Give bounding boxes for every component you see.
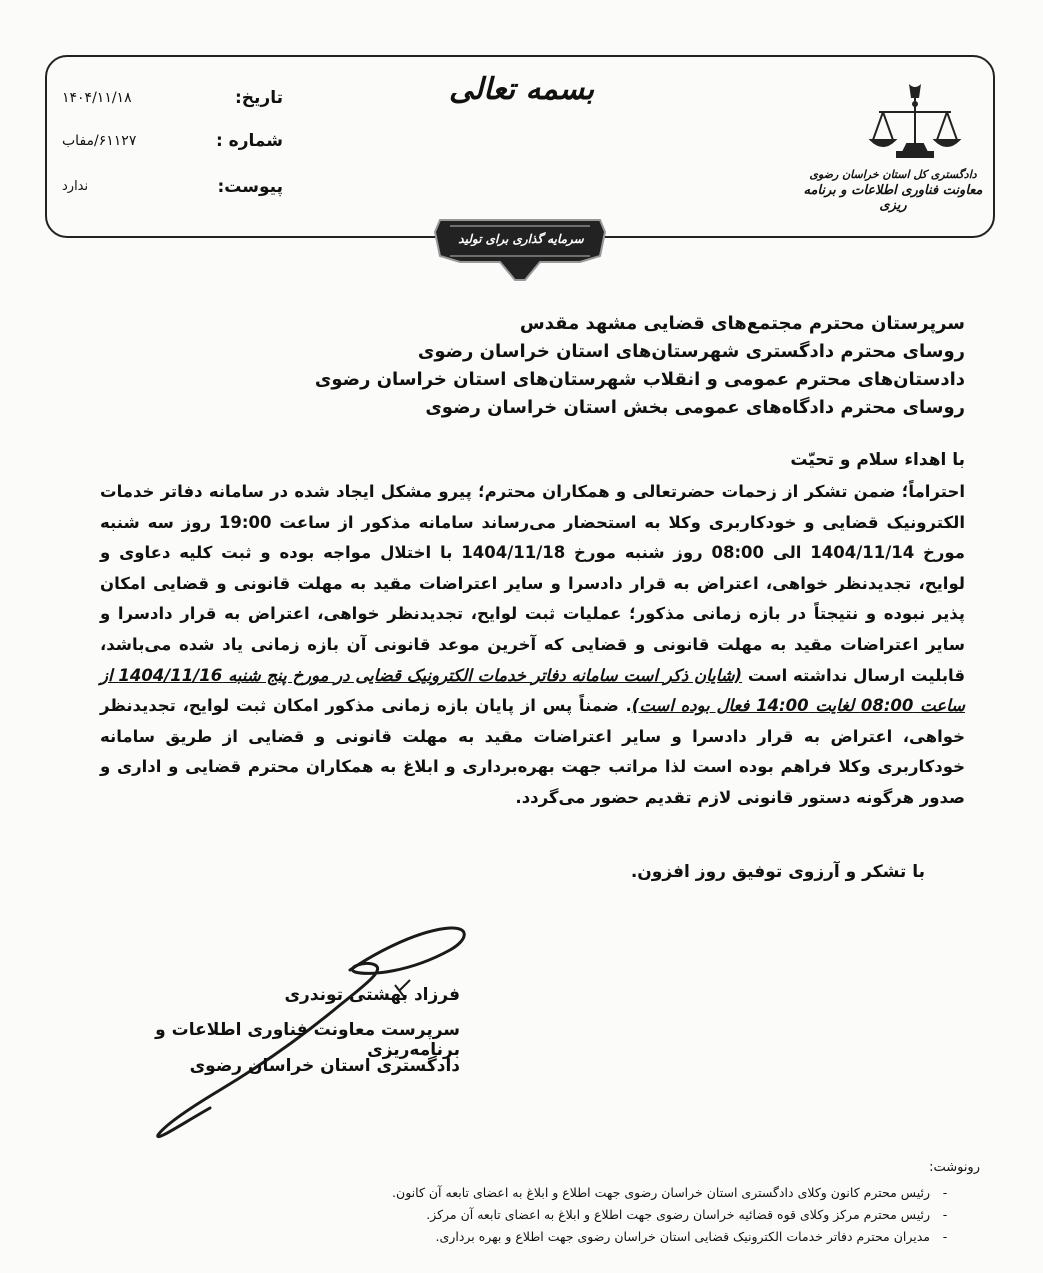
attachment-label: پیوست:	[217, 177, 283, 197]
cc-item: -رئیس محترم کانون وکلای دادگستری استان خراسان رضوی جهت اطلاع و ابلاغ به اعضای تابعه آن کانون.	[392, 1185, 948, 1200]
attachment-value: ندارد	[62, 179, 89, 194]
basmala: بسمه تعالی	[448, 72, 595, 107]
cc-item: -مدیران محترم دفاتر خدمات الکترونیک قضایی استان خراسان رضوی جهت اطلاع و بهره برداری.	[435, 1229, 948, 1244]
cc-item-text: رئیس محترم مرکز وکلای قوه قضائیه خراسان رضوی جهت اطلاع و ابلاغ به اعضای تابعه آن مرکز.	[426, 1207, 930, 1222]
date-value: ۱۴۰۴/۱۱/۱۸	[62, 90, 132, 106]
body-underlined-note: (شایان ذکر است سامانه دفاتر خدمات الکترونیک قضایی در مورخ پنج شنبه 1404/11/16 از ساعت 08:00 لغایت 14:00 فعال بوده است)	[100, 665, 966, 716]
judiciary-emblem-icon	[865, 82, 965, 167]
signer-name: فرزاد بهشتی توندری	[284, 985, 460, 1005]
cc-item-text: مدیران محترم دفاتر خدمات الکترونیک قضایی استان خراسان رضوی جهت اطلاع و بهره برداری.	[435, 1229, 930, 1244]
letter-body	[100, 477, 965, 814]
date-label: تاریخ:	[235, 88, 283, 108]
recipient-line: سرپرستان محترم مجتمع‌های قضایی مشهد مقدس	[519, 313, 965, 334]
slogan-text: سرمایه گذاری برای تولید	[458, 232, 584, 246]
cc-item-text: رئیس محترم کانون وکلای دادگستری استان خراسان رضوی جهت اطلاع و ابلاغ به اعضای تابعه آن کانون.	[392, 1185, 930, 1200]
cc-list	[240, 1182, 960, 1248]
cc-title: رونوشت:	[929, 1160, 980, 1175]
recipient-line: روسای محترم دادگاه‌های عمومی بخش استان خراسان رضوی	[425, 397, 965, 418]
number-value: ۶۱۱۲۷/مفاب	[62, 133, 137, 149]
body-part2: . ضمناً پس از پایان بازه زمانی مذکور امکان ثبت لوایح، تجدیدنظر خواهی، اعتراض به قرار دادسرا و سایر اعتراضات مقید به مهلت قانونی و قضایی از طریق سامانه خودکاربری وکلا فراهم بوده است لذا مراتب جهت بهره‌برداری و ابلاغ به همکاران محترم قضایی و اداری و صدور هرگونه دستور قانونی لازم تقدیم حضور می‌گردد.	[100, 696, 965, 807]
greeting: با اهداء سلام و تحیّت	[790, 450, 965, 470]
body-part1: احتراماً؛ ضمن تشکر از زحمات حضرتعالی و همکاران محترم؛ پیرو مشکل ایجاد شده در سامانه دفاتر خدمات الکترونیک قضایی و خودکاربری وکلا به استحضار می‌رساند سامانه مذکور از ساعت 19:00 روز سه شنبه مورخ 1404/11/14 الی 08:00 روز شنبه مورخ 1404/11/18 با اختلال مواجه بوده و ثبت کلیه دعاوی و لوایح، تجدیدنظر خواهی، اعتراض به قرار دادسرا و سایر اعتراضات مقید به مهلت قانونی و قضایی امکان پذیر نبوده و نتیجتاً در بازه زمانی مذکور؛ عملیات ثبت لوایح، تجدیدنظر خواهی، اعتراض به قرار دادسرا و سایر اعتراضات مقید به مهلت قانونی و قضایی که آخرین موعد قانونی آن بازه زمانی یاد شده می‌باشد، قابلیت ارسال نداشته است	[100, 482, 966, 685]
recipient-line: روسای محترم دادگستری شهرستان‌های استان خراسان رضوی	[417, 341, 965, 362]
number-label: شماره :	[215, 131, 283, 151]
closing-line: با تشکر و آرزوی توفیق روز افزون.	[630, 862, 925, 882]
cc-item: -رئیس محترم مرکز وکلای قوه قضائیه خراسان رضوی جهت اطلاع و ابلاغ به اعضای تابعه آن مرکز.	[426, 1207, 948, 1222]
slogan-badge-icon	[430, 212, 610, 284]
signer-organization: دادگستری استان خراسان رضوی	[189, 1056, 460, 1076]
org-line1: دادگستری کل استان خراسان رضوی	[809, 168, 977, 181]
organization-title	[798, 168, 988, 213]
signer-title: سرپرست معاونت فناوری اطلاعات و برنامه‌ریزی	[155, 1020, 460, 1060]
org-line2: معاونت فناوری اطلاعات و برنامه ریزی	[803, 183, 983, 213]
recipient-line: دادستان‌های محترم عمومی و انقلاب شهرستان‌های استان خراسان رضوی	[314, 369, 965, 390]
recipients-block	[265, 310, 965, 422]
